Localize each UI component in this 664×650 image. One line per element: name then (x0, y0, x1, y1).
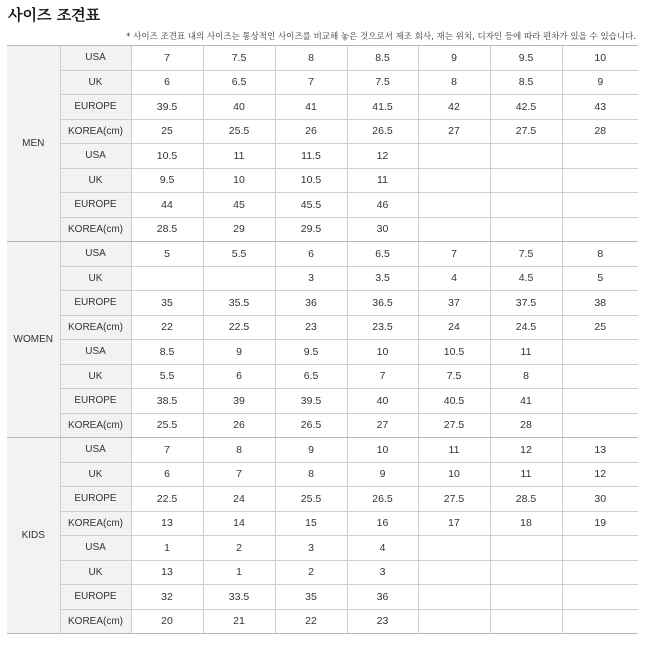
size-cell: 1 (203, 560, 275, 585)
size-cell (562, 364, 638, 389)
size-cell: 9 (275, 438, 347, 463)
size-row (7, 511, 638, 536)
size-cell: 24 (203, 487, 275, 512)
size-cell: 8.5 (347, 46, 418, 71)
size-cell (418, 585, 490, 610)
size-cell: 8.5 (131, 340, 203, 365)
size-cell: 43 (562, 95, 638, 120)
size-cell: 10 (347, 340, 418, 365)
size-cell: 9 (203, 340, 275, 365)
size-cell: 30 (347, 217, 418, 242)
size-cell: 41 (490, 389, 562, 414)
size-cell (490, 168, 562, 193)
size-system-label: USA (60, 46, 131, 71)
size-cell: 23 (347, 609, 418, 634)
size-cell: 8 (418, 70, 490, 95)
size-cell: 6 (275, 242, 347, 267)
size-cell: 8 (562, 242, 638, 267)
size-cell (490, 144, 562, 169)
size-system-label: KOREA(cm) (60, 511, 131, 536)
size-row (7, 70, 638, 95)
size-cell: 9.5 (131, 168, 203, 193)
size-system-label: UK (60, 560, 131, 585)
size-cell: 10.5 (418, 340, 490, 365)
size-row (7, 193, 638, 218)
size-cell: 9 (562, 70, 638, 95)
size-cell: 6 (203, 364, 275, 389)
size-cell: 9.5 (490, 46, 562, 71)
size-cell (562, 413, 638, 438)
size-cell: 10 (347, 438, 418, 463)
size-cell: 11 (490, 462, 562, 487)
size-row (7, 413, 638, 438)
size-cell: 44 (131, 193, 203, 218)
size-cell: 35.5 (203, 291, 275, 316)
size-cell (418, 193, 490, 218)
size-cell: 36 (347, 585, 418, 610)
size-cell: 25 (562, 315, 638, 340)
size-cell: 8 (275, 462, 347, 487)
size-cell: 7.5 (347, 70, 418, 95)
size-system-label: UK (60, 462, 131, 487)
size-system-label: KOREA(cm) (60, 217, 131, 242)
size-cell: 39 (203, 389, 275, 414)
size-cell: 6.5 (203, 70, 275, 95)
size-cell: 40 (203, 95, 275, 120)
size-cell: 7.5 (490, 242, 562, 267)
size-cell: 26 (203, 413, 275, 438)
size-cell: 33.5 (203, 585, 275, 610)
size-cell: 7.5 (203, 46, 275, 71)
size-cell: 9.5 (275, 340, 347, 365)
size-cell: 25.5 (131, 413, 203, 438)
size-cell: 19 (562, 511, 638, 536)
size-cell: 7.5 (418, 364, 490, 389)
size-cell: 10 (418, 462, 490, 487)
size-cell: 26.5 (275, 413, 347, 438)
size-row (7, 315, 638, 340)
size-cell: 40 (347, 389, 418, 414)
size-cell: 11 (490, 340, 562, 365)
size-cell: 5 (131, 242, 203, 267)
size-cell (490, 536, 562, 561)
size-row (7, 46, 638, 71)
size-cell: 8 (490, 364, 562, 389)
size-cell (131, 266, 203, 291)
size-cell (562, 609, 638, 634)
size-row (7, 462, 638, 487)
size-cell: 2 (275, 560, 347, 585)
size-cell (490, 585, 562, 610)
size-cell: 35 (131, 291, 203, 316)
size-cell: 46 (347, 193, 418, 218)
size-system-label: EUROPE (60, 389, 131, 414)
size-cell: 10 (203, 168, 275, 193)
size-cell: 17 (418, 511, 490, 536)
size-cell: 5.5 (203, 242, 275, 267)
size-cell (490, 217, 562, 242)
size-cell: 14 (203, 511, 275, 536)
size-cell: 21 (203, 609, 275, 634)
size-cell: 24.5 (490, 315, 562, 340)
size-cell: 39.5 (131, 95, 203, 120)
size-cell: 5 (562, 266, 638, 291)
size-system-label: UK (60, 168, 131, 193)
size-cell: 25.5 (203, 119, 275, 144)
size-cell: 6 (131, 70, 203, 95)
size-cell: 1 (131, 536, 203, 561)
size-system-label: UK (60, 364, 131, 389)
size-cell: 11 (347, 168, 418, 193)
size-cell: 37.5 (490, 291, 562, 316)
size-cell: 23.5 (347, 315, 418, 340)
size-cell: 39.5 (275, 389, 347, 414)
size-cell (562, 340, 638, 365)
size-cell: 22 (275, 609, 347, 634)
size-row (7, 340, 638, 365)
size-cell: 3 (347, 560, 418, 585)
size-cell (418, 560, 490, 585)
size-cell: 4 (418, 266, 490, 291)
size-cell: 2 (203, 536, 275, 561)
size-cell: 3 (275, 536, 347, 561)
size-cell: 37 (418, 291, 490, 316)
size-system-label: UK (60, 70, 131, 95)
size-cell: 32 (131, 585, 203, 610)
group-label: MEN (7, 46, 60, 242)
size-system-label: USA (60, 144, 131, 169)
size-system-label: EUROPE (60, 193, 131, 218)
size-cell: 23 (275, 315, 347, 340)
size-cell (418, 217, 490, 242)
size-cell: 26.5 (347, 119, 418, 144)
size-cell: 7 (131, 46, 203, 71)
size-cell: 6 (131, 462, 203, 487)
size-cell: 7 (347, 364, 418, 389)
size-cell: 25 (131, 119, 203, 144)
size-row (7, 291, 638, 316)
size-cell: 9 (347, 462, 418, 487)
size-cell: 26 (275, 119, 347, 144)
size-cell: 38 (562, 291, 638, 316)
size-cell: 27 (347, 413, 418, 438)
size-cell: 27.5 (490, 119, 562, 144)
size-cell: 45 (203, 193, 275, 218)
group-label: WOMEN (7, 242, 60, 438)
size-cell: 3.5 (347, 266, 418, 291)
size-row (7, 217, 638, 242)
size-system-label: EUROPE (60, 585, 131, 610)
size-system-label: USA (60, 242, 131, 267)
size-cell: 13 (131, 560, 203, 585)
size-cell: 11 (203, 144, 275, 169)
size-cell: 7 (131, 438, 203, 463)
size-cell: 28.5 (131, 217, 203, 242)
size-cell: 7 (418, 242, 490, 267)
size-cell: 22.5 (203, 315, 275, 340)
size-cell: 4.5 (490, 266, 562, 291)
size-cell: 36 (275, 291, 347, 316)
size-cell: 7 (275, 70, 347, 95)
size-row (7, 560, 638, 585)
size-cell: 6.5 (347, 242, 418, 267)
size-cell (562, 536, 638, 561)
size-chart-table (7, 45, 638, 634)
size-cell: 28 (562, 119, 638, 144)
size-cell (490, 560, 562, 585)
size-cell (203, 266, 275, 291)
size-cell: 5.5 (131, 364, 203, 389)
size-cell (562, 560, 638, 585)
size-row (7, 364, 638, 389)
size-system-label: EUROPE (60, 291, 131, 316)
size-system-label: KOREA(cm) (60, 119, 131, 144)
size-cell: 41 (275, 95, 347, 120)
size-cell: 12 (347, 144, 418, 169)
size-row (7, 266, 638, 291)
size-cell: 11.5 (275, 144, 347, 169)
size-cell (490, 609, 562, 634)
size-row (7, 119, 638, 144)
size-cell: 29 (203, 217, 275, 242)
size-cell: 4 (347, 536, 418, 561)
size-cell: 42.5 (490, 95, 562, 120)
size-system-label: KOREA(cm) (60, 609, 131, 634)
size-cell: 6.5 (275, 364, 347, 389)
size-cell: 38.5 (131, 389, 203, 414)
size-system-label: USA (60, 438, 131, 463)
size-cell (562, 585, 638, 610)
size-cell: 12 (490, 438, 562, 463)
size-cell: 10 (562, 46, 638, 71)
size-cell (418, 144, 490, 169)
size-cell: 7 (203, 462, 275, 487)
size-cell: 40.5 (418, 389, 490, 414)
size-cell: 20 (131, 609, 203, 634)
size-cell: 10.5 (275, 168, 347, 193)
size-row (7, 242, 638, 267)
size-system-label: USA (60, 340, 131, 365)
size-cell (562, 168, 638, 193)
size-system-label: USA (60, 536, 131, 561)
size-cell: 29.5 (275, 217, 347, 242)
size-row (7, 609, 638, 634)
size-cell: 13 (131, 511, 203, 536)
size-cell: 9 (418, 46, 490, 71)
size-cell: 26.5 (347, 487, 418, 512)
group-label: KIDS (7, 438, 60, 634)
size-cell: 28 (490, 413, 562, 438)
size-cell: 27.5 (418, 487, 490, 512)
size-cell: 24 (418, 315, 490, 340)
size-cell: 27.5 (418, 413, 490, 438)
size-row (7, 438, 638, 463)
size-row (7, 144, 638, 169)
size-cell: 15 (275, 511, 347, 536)
size-cell (562, 144, 638, 169)
size-row (7, 168, 638, 193)
size-cell: 45.5 (275, 193, 347, 218)
size-cell: 8 (275, 46, 347, 71)
size-cell: 11 (418, 438, 490, 463)
size-cell (418, 168, 490, 193)
size-system-label: EUROPE (60, 95, 131, 120)
size-note: * 사이즈 조견표 내의 사이즈는 통상적인 사이즈를 비교해 놓은 것으로서 제조 회사, 재는 위치, 디자인 등에 따라 편차가 있을 수 있습니다. (126, 32, 636, 42)
size-cell: 22 (131, 315, 203, 340)
size-cell: 12 (562, 462, 638, 487)
size-row (7, 95, 638, 120)
size-cell (562, 389, 638, 414)
size-cell: 35 (275, 585, 347, 610)
size-cell: 30 (562, 487, 638, 512)
size-system-label: KOREA(cm) (60, 413, 131, 438)
size-cell: 3 (275, 266, 347, 291)
size-cell: 42 (418, 95, 490, 120)
size-cell: 27 (418, 119, 490, 144)
size-cell: 10.5 (131, 144, 203, 169)
size-cell: 16 (347, 511, 418, 536)
size-row (7, 487, 638, 512)
size-system-label: UK (60, 266, 131, 291)
size-cell: 22.5 (131, 487, 203, 512)
size-cell: 13 (562, 438, 638, 463)
size-cell: 18 (490, 511, 562, 536)
size-system-label: EUROPE (60, 487, 131, 512)
size-cell: 8.5 (490, 70, 562, 95)
size-row (7, 585, 638, 610)
size-row (7, 389, 638, 414)
size-cell: 28.5 (490, 487, 562, 512)
size-cell (418, 536, 490, 561)
size-cell (418, 609, 490, 634)
size-cell (562, 193, 638, 218)
size-cell: 8 (203, 438, 275, 463)
size-cell (562, 217, 638, 242)
size-cell: 36.5 (347, 291, 418, 316)
size-cell: 41.5 (347, 95, 418, 120)
size-cell: 25.5 (275, 487, 347, 512)
size-system-label: KOREA(cm) (60, 315, 131, 340)
page-title: 사이즈 조견표 (8, 6, 101, 24)
size-row (7, 536, 638, 561)
size-cell (490, 193, 562, 218)
